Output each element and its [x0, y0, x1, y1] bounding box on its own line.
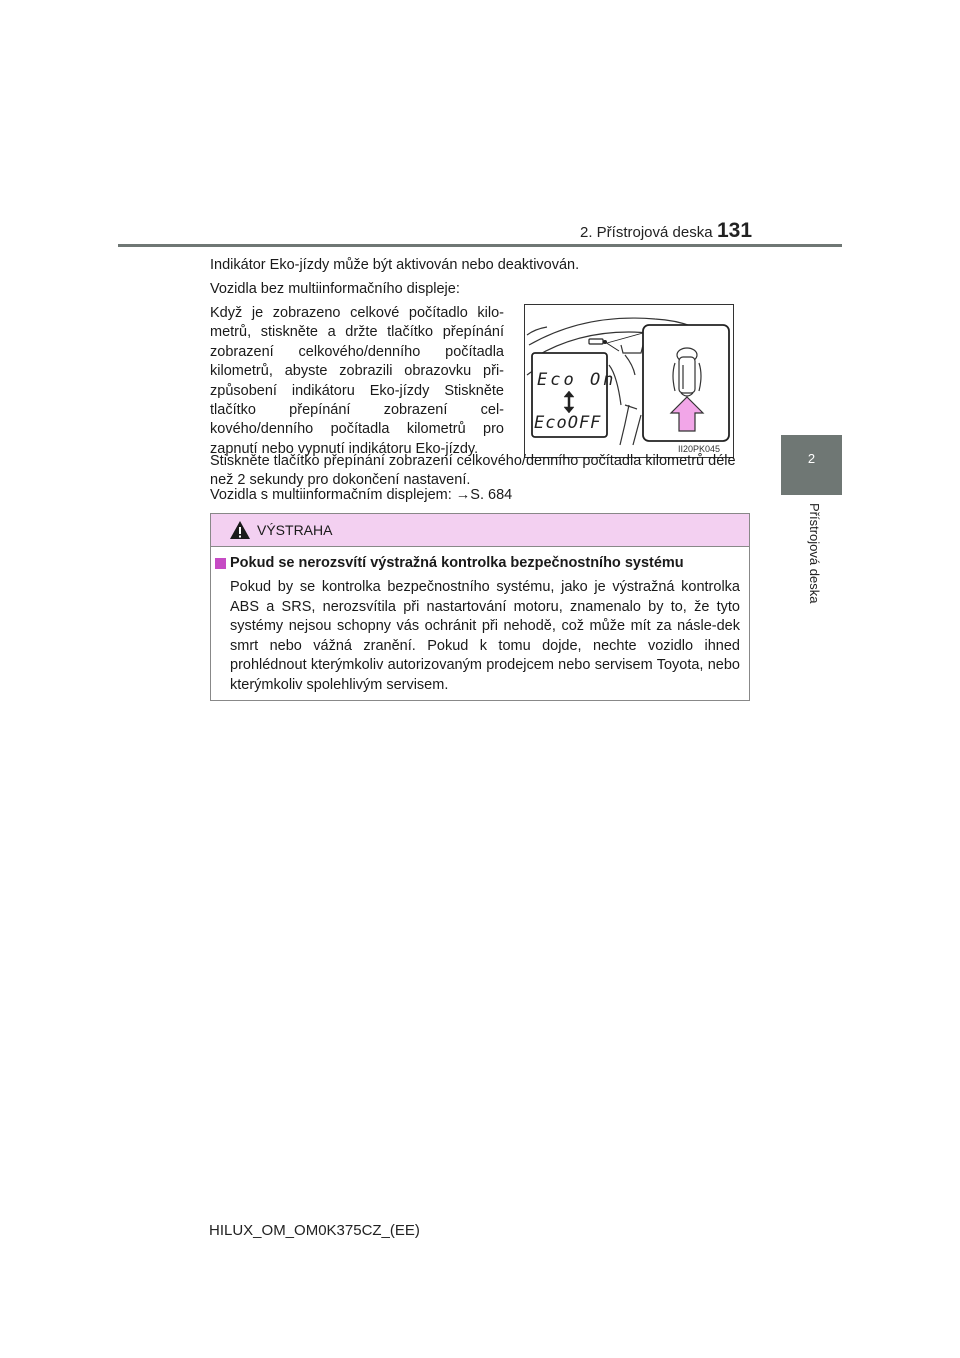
no-display-heading: Vozidla bez multiinformačního displeje: [210, 281, 460, 297]
warning-triangle-icon [229, 520, 251, 540]
hold-instruction: Stiskněte tlačítko přepínání zobrazení celkového/denního počítadla kilometrů déle než 2 sekundy pro dokončení nastavení. [210, 453, 736, 488]
header-divider [118, 244, 842, 247]
square-bullet-icon [215, 558, 226, 569]
warning-title: VÝSTRAHA [257, 522, 333, 538]
warning-header [211, 514, 749, 547]
intro-text: Indikátor Eko-jízdy může být aktivován nebo deaktivován. [210, 257, 580, 273]
warning-heading: Pokud se nerozsvítí výstražná kontrolka bezpečnostního systému [230, 555, 684, 571]
with-display-reference[interactable]: Vozidla s multiinformačním displejem: →S. 684 [210, 487, 513, 503]
page-number: 131 [717, 219, 753, 242]
description-text: Když je zobrazeno celkové počítadlo kilo-metrů, stiskněte a držte tlačítko přepínání zobrazení celkového/denního počítadla kilometrů, abyste zobrazili obrazovku při-způsobení indikátoru Eko-jízdy Stiskněte tlačítko přepínání zobrazení cel-kového/denního počítadla kilometrů pro zapnutí nebo vypnutí indikátoru Eko-jízdy. [210, 305, 504, 457]
eco-on-display: Eco On [537, 370, 617, 390]
chapter-number: 2 [807, 451, 816, 466]
section-title: 2. Přístrojová deska [580, 224, 713, 241]
eco-off-display: EcoOFF [534, 413, 602, 433]
eco-indicator-illustration [524, 304, 734, 458]
document-code: HILUX_OM_OM0K375CZ_(EE) [209, 1222, 420, 1239]
warning-body: Pokud by se kontrolka bezpečnostního systému, jako je výstražná kontrolka ABS a SRS, nerozsvítila při nastartování motoru, znamenalo by to, že tyto systémy nejsou schopny vás ochránit při nehodě, což může mít za násle-dek smrt nebo vážná zranění. Pokud k tomu dojde, nechte vozidlo ihned prohlédnout kterýmkoliv autorizovaným prodejcem nebo servisem Toyota, nebo kterýmkoliv spolehlivým servisem. [230, 579, 740, 693]
figure-code: II20PK045 [678, 444, 721, 454]
instrument-cluster-drawing [525, 305, 733, 457]
warning-box [210, 513, 750, 701]
chapter-label: Přístrojová deska [807, 503, 822, 604]
